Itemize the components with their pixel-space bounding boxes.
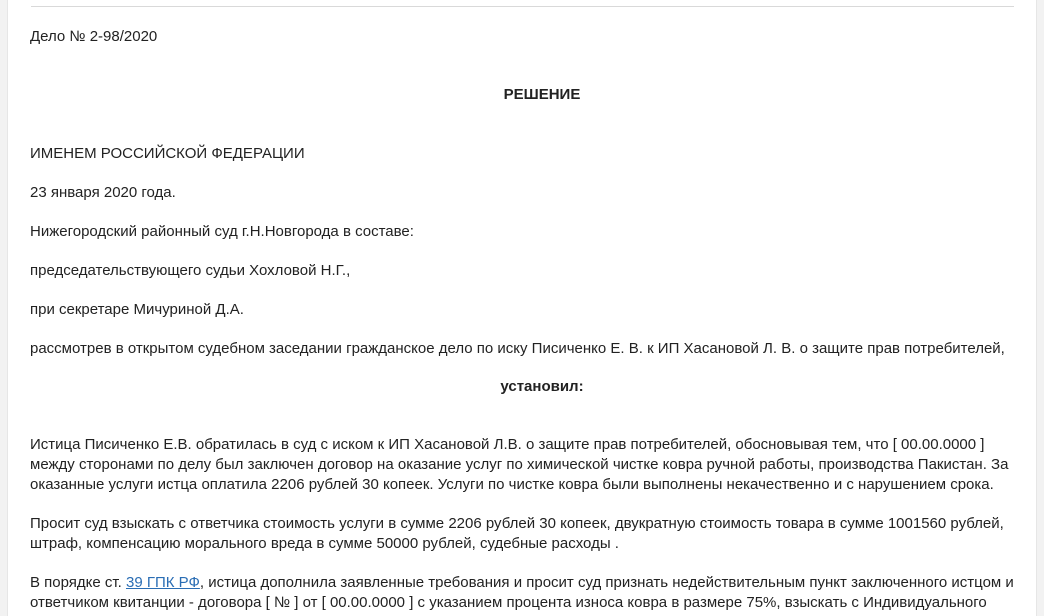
judge-line: председательствующего судьи Хохловой Н.Г., (30, 262, 351, 279)
paragraph-line: Просит суд взыскать с ответчика стоимость услуги в сумме 2206 рублей 30 копеек, двукратную стоимость товара в сумме 1001560 рублей, (30, 515, 1004, 532)
in-name-of-heading: ИМЕНЕМ РОССИЙСКОЙ ФЕДЕРАЦИИ (30, 145, 305, 162)
decision-date: 23 января 2020 года. (30, 184, 176, 201)
secretary-line: при секретаре Мичуриной Д.А. (30, 301, 244, 318)
paragraph-line: ответчиком квитанции - договора [ № ] от [ 00.00.0000 ] с указанием процента износа ковра в размере 75%, взыскать с Индивидуального (30, 594, 987, 611)
paragraph-line: оказанные услуги истца оплатила 2206 рублей 30 копеек. Услуги по чистке ковра были выполнены некачественно и с нарушением срока. (30, 476, 994, 493)
case-number: Дело № 2-98/2020 (30, 28, 158, 45)
document-page (7, 0, 1037, 616)
court-line: Нижегородский районный суд г.Н.Новгорода в составе: (30, 223, 414, 240)
paragraph-line: Истица Писиченко Е.В. обратилась в суд с иском к ИП Хасановой Л.В. о защите прав потребителей, обосновывая тем, что [ 00.00.0000 ] (30, 436, 985, 453)
paragraph-line (30, 573, 1020, 593)
top-divider (31, 6, 1014, 7)
paragraph-text: , истица дополнила заявленные требования и просит суд признать недействительным пункт заключенного истцом и (199, 574, 1014, 591)
law-reference-link[interactable]: 39 ГПК РФ (125, 574, 200, 591)
paragraph-line: между сторонами по делу был заключен договор на оказание услуг по химической чистке ковра ручной работы, производства Пакистан. За (30, 456, 1009, 473)
considered-line: рассмотрев в открытом судебном заседании гражданское дело по иску Писиченко Е. В. к ИП Хасановой Л. В. о защите прав потребителей, (30, 340, 1005, 357)
paragraph-line: штраф, компенсацию морального вреда в сумме 50000 рублей, судебные расходы . (30, 535, 619, 552)
paragraph-text: В порядке ст. (30, 574, 126, 591)
document-title: РЕШЕНИЕ (503, 86, 581, 103)
established-heading: установил: (500, 378, 584, 395)
